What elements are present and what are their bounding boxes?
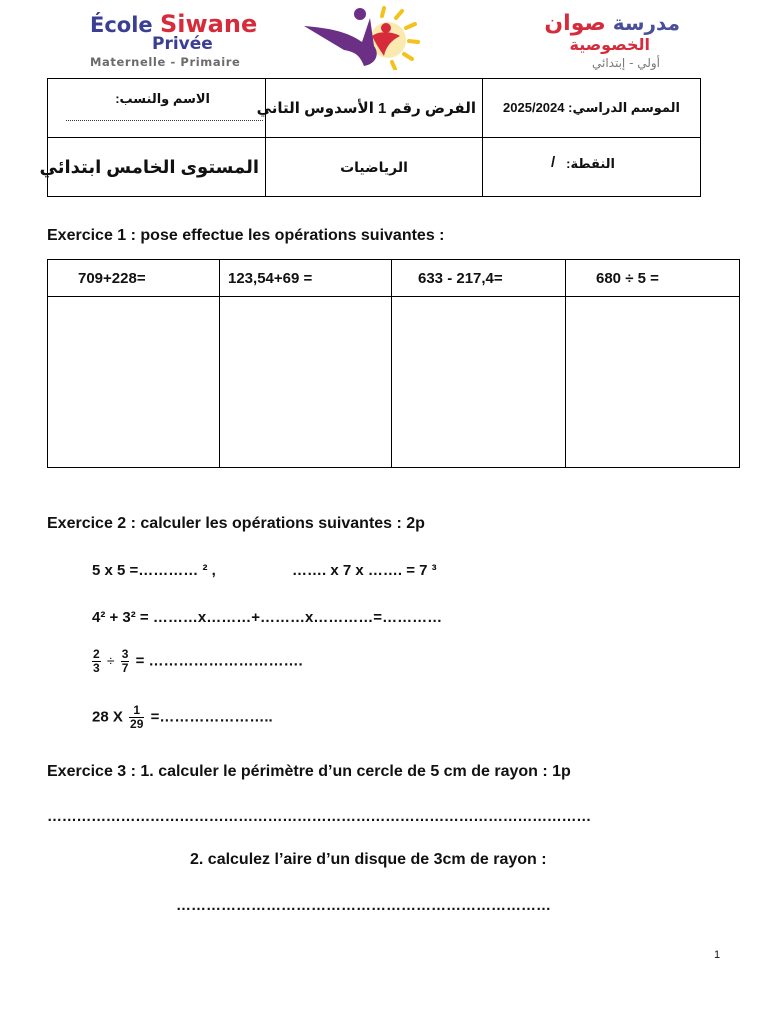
fraction-3-7: $\frac{3}{7}$ [121, 647, 129, 675]
exercise2-title: Exercice 2 : calculer les opérations suivantes : 2p [47, 515, 425, 532]
exercise2-line1-part-b: ……. x 7 x ……. = 7 ³ [292, 562, 437, 579]
grade-level: المستوى الخامس ابتدائي [48, 138, 266, 197]
grade-cell[interactable] [483, 138, 701, 197]
exercise2-line1-part-a: 5 x 5 =………… ² , [92, 562, 216, 579]
logo-word-private-ar: الخصوصية [569, 35, 650, 54]
exercise2-line4-head: 28 X [92, 708, 123, 726]
page-number: 1 [714, 949, 721, 961]
exercise2-line3-answer: = …………………………. [135, 652, 303, 670]
exam-title: الفرض رقم 1 الأسدوس التاني [266, 79, 483, 138]
student-info-table [39, 78, 701, 197]
exercise1-title: Exercice 1 : pose effectue les opérations suivantes : [47, 227, 445, 244]
school-year-value: 2025/2024 [503, 100, 565, 115]
exercise2-line4-answer: =………………….. [150, 708, 273, 726]
operation-answer-cell-1[interactable] [48, 297, 220, 468]
student-name-cell[interactable] [48, 79, 266, 138]
logo-subtitle-ar: أولي - إبتدائي [591, 56, 660, 70]
school-logo-arabic [480, 12, 680, 71]
exercise3-answer-line-1[interactable]: ………………………………………………………………………………………………… [47, 808, 591, 825]
logo-word-siwane-ar: صوان [544, 11, 606, 36]
operation-header-3: 633 - 217,4= [392, 260, 566, 297]
division-sign: ÷ [106, 652, 115, 669]
logo-word-ecole: École [90, 13, 153, 37]
student-name-label: الاسم والنسب: [115, 91, 210, 106]
fraction-2-3: $\frac{2}{3}$ [93, 647, 100, 675]
student-name-dotted-line [66, 116, 263, 121]
grade-label: النقطة: [566, 156, 615, 171]
exercise2-line4 [92, 704, 273, 731]
school-year-cell [483, 79, 701, 138]
operation-header-4: 680 ÷ 5 = [566, 260, 740, 297]
logo-word-madrasa: مدرسة [612, 11, 680, 35]
operations-table [47, 259, 740, 468]
fraction-1-29: $\frac{1}{29}$ [130, 703, 144, 731]
exercise3-question-2: 2. calculez l’aire d’un disque de 3cm de rayon : [190, 851, 547, 868]
exercise2-line2: 4² + 3² = ………x………+………x…………=………… [92, 609, 443, 626]
operation-header-1: 709+228= [48, 260, 220, 297]
operation-answer-cell-3[interactable] [392, 297, 566, 468]
star-and-sun-emblem-icon [300, 6, 448, 70]
school-logo-french [90, 10, 290, 69]
exercise3-title: Exercice 3 : 1. calculer le périmètre d’un cercle de 5 cm de rayon : 1p [47, 763, 571, 780]
subject-name: الرياضيات [266, 138, 483, 197]
logo-subtitle-fr: Maternelle - Primaire [90, 55, 241, 69]
operation-answer-cell-4[interactable] [566, 297, 740, 468]
exercise3-answer-line-2[interactable]: ………………………………………………………………… [176, 897, 551, 914]
exercise2-line3 [90, 648, 303, 675]
operation-header-2: 123,54+69 = [220, 260, 392, 297]
operation-answer-cell-2[interactable] [220, 297, 392, 468]
logo-word-privee: Privée [152, 34, 213, 54]
school-year-label: الموسم الدراسي: [568, 100, 680, 115]
logo-word-siwane: Siwane [159, 10, 258, 38]
grade-slash: / [551, 154, 556, 171]
